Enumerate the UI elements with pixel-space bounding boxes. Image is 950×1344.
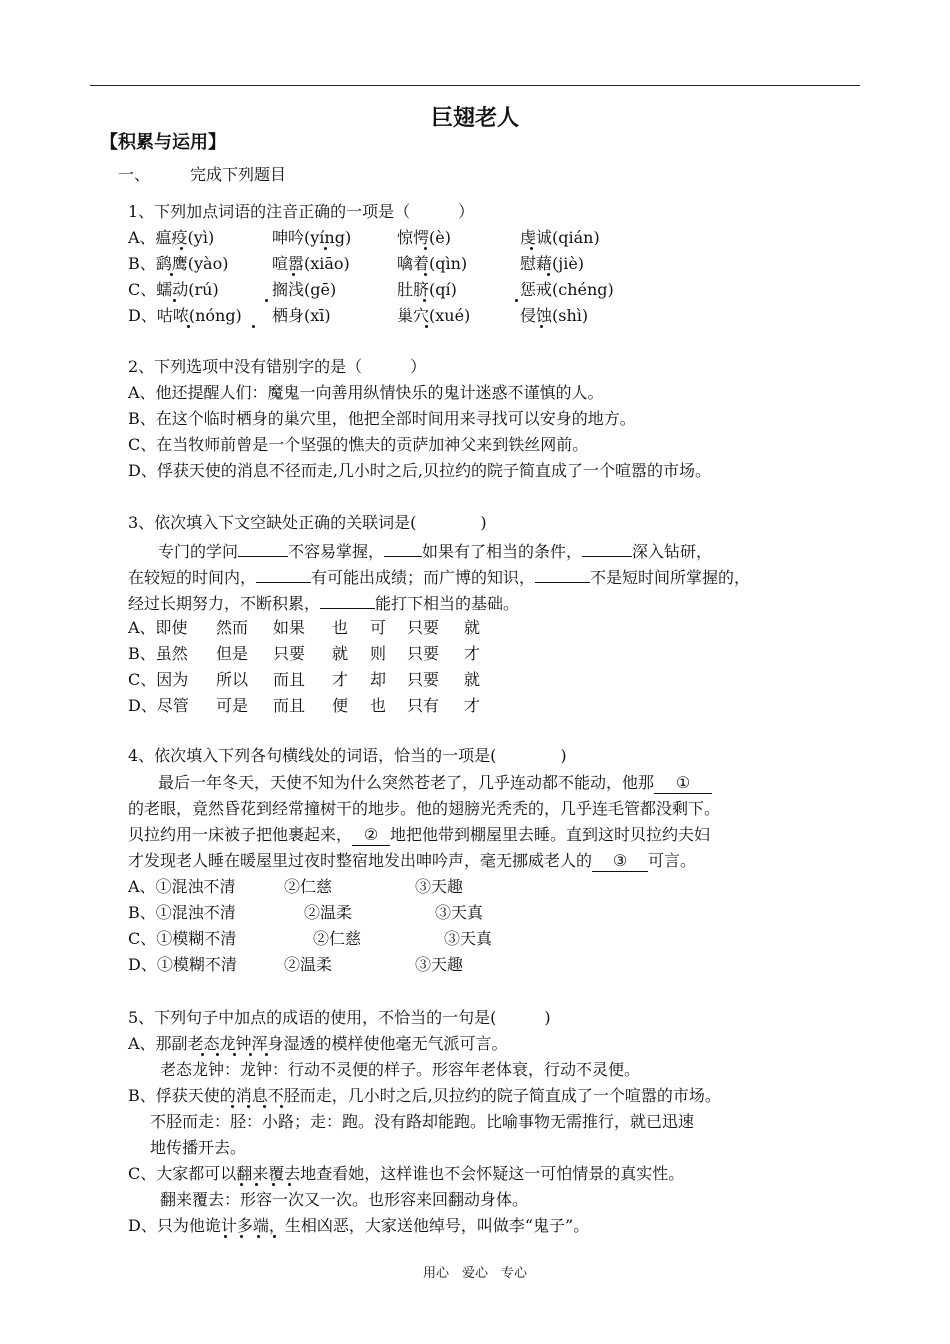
header-rule (90, 85, 860, 86)
emphasis-dot (216, 1053, 219, 1056)
q4-option-b-item-3: ③天真 (435, 903, 484, 922)
emphasis-dot (173, 299, 176, 302)
emphasis-dot (201, 1053, 204, 1056)
emphasis-dot (273, 1235, 276, 1238)
q3-option-c-word-3: 而且 (273, 670, 306, 689)
q1-option-c-word-4: 惩戒(chéng) (520, 280, 614, 299)
emphasis-dot (170, 273, 173, 276)
q4-passage-line-3: 贝拉约用一床被子把他裹起来， ② 地把他带到棚屋里去睡。直到这时贝拉约夫妇 (128, 825, 711, 844)
q3-passage-line-3: 经过长期努力，不断积累， 能打下相当的基础。 (128, 594, 520, 613)
q1-option-a-word-4: 虔诚(qián) (520, 228, 600, 247)
q5-note-c: 翻来覆去：形容一次又一次。也形容来回翻动身体。 (160, 1190, 529, 1209)
q4-option-a-item-3: ③天趣 (415, 877, 464, 896)
emphasis-dot (424, 273, 427, 276)
q4-option-d-item-3: ③天趣 (415, 955, 464, 974)
q3-option-b-word-2: 但是 (216, 644, 249, 663)
q3-option-a-word-6: 只要 (407, 618, 440, 637)
emphasis-dot (424, 247, 427, 250)
emphasis-dot (255, 1183, 258, 1186)
q4-passage-line-1: 最后一年冬天，天使不知为什么突然苍老了，几乎连动都不能动，他那 ① (158, 773, 712, 794)
q3-option-d-word-1: D、尽管 (128, 696, 189, 715)
q3-option-a-word-7: 就 (464, 618, 481, 637)
q3-option-b-word-5: 则 (370, 644, 387, 663)
q5-option-c: C、大家都可以翻来覆去地查看她，这样谁也不会怀疑这一可怕情景的真实性。 (128, 1164, 685, 1183)
part-heading: 完成下列题目 (190, 165, 287, 184)
q1-option-b-word-2: 喧嚣(xiāo) (272, 254, 350, 273)
q3-option-c-word-5: 却 (370, 670, 387, 689)
q5-option-b: B、俘获天使的消息不胫而走，几小时之后,贝拉约的院子简直成了一个喧嚣的市场。 (128, 1086, 721, 1105)
emphasis-dot (224, 1235, 227, 1238)
q4-option-b-item-2: ②温柔 (304, 903, 353, 922)
q5-note-b-1: 不胫而走：胫：小路；走：跑。没有路却能跑。比喻事物无需推行，就已迅速 (150, 1112, 695, 1131)
q5-stem: 5、下列句子中加点的成语的使用，不恰当的一句是( ) (128, 1008, 551, 1027)
emphasis-dot (252, 325, 255, 328)
q2-option-a: A、他还提醒人们：魔鬼一向善用纵情快乐的鬼计迷惑不谨慎的人。 (128, 383, 604, 402)
q4-option-c-item-1: C、①模糊不清 (128, 929, 237, 948)
q3-option-c-word-6: 只要 (407, 670, 440, 689)
q1-stem: 1、下列加点词语的注音正确的一项是（ ） (128, 202, 475, 221)
q3-option-a-word-1: A、即使 (128, 618, 188, 637)
emphasis-dot (280, 1105, 283, 1108)
q4-option-b-item-1: B、①混浊不清 (128, 903, 236, 922)
q3-option-c-word-7: 就 (464, 670, 481, 689)
emphasis-dot (540, 325, 543, 328)
q3-stem: 3、依次填入下文空缺处正确的关联词是( ) (128, 513, 487, 532)
emphasis-dot (257, 1235, 260, 1238)
page-title: 巨翅老人 (430, 106, 519, 131)
emphasis-dot (272, 1183, 275, 1186)
emphasis-dot (425, 325, 428, 328)
q3-option-d-word-5: 也 (370, 696, 387, 715)
q4-option-a-item-2: ②仁慈 (284, 877, 333, 896)
emphasis-dot (423, 299, 426, 302)
q3-option-c-word-4: 才 (332, 670, 349, 689)
q1-option-a-word-1: A、瘟疫(yì) (128, 228, 215, 247)
emphasis-dot (530, 247, 533, 250)
emphasis-dot (324, 247, 327, 250)
q4-option-d-item-1: D、①模糊不清 (128, 955, 237, 974)
emphasis-dot (265, 299, 268, 302)
blank-1: ① (654, 773, 712, 794)
q1-option-c-word-3: 肚脐(qí) (397, 280, 457, 299)
q3-option-c-word-1: C、因为 (128, 670, 189, 689)
q3-option-b-word-7: 才 (464, 644, 481, 663)
q4-stem: 4、依次填入下列各句横线处的词语，恰当的一项是( ) (128, 746, 567, 765)
q1-option-c-word-1: C、蠕动(rú) (128, 280, 219, 299)
q3-option-d-word-4: 便 (332, 696, 349, 715)
q5-option-a: A、那副老态龙钟浑身湿透的模样使他毫无气派可言。 (128, 1034, 508, 1053)
emphasis-dot (180, 247, 183, 250)
q2-stem: 2、下列选项中没有错别字的是（ ） (128, 357, 427, 376)
q4-passage-line-4: 才发现老人睡在暖屋里过夜时整宿地发出呻吟声，毫无挪威老人的 ③ 可言。 (128, 851, 697, 870)
q1-option-c-word-2: 搁浅(gē) (272, 280, 337, 299)
q4-option-d-item-2: ②温柔 (284, 955, 333, 974)
q4-option-a-item-1: A、①混浊不清 (128, 877, 236, 896)
q3-option-d-word-2: 可是 (216, 696, 249, 715)
emphasis-dot (265, 1053, 268, 1056)
footer: 用心 爱心 专心 (422, 1266, 527, 1281)
q1-option-d-word-4: 侵蚀(shì) (520, 306, 589, 325)
emphasis-dot (249, 1053, 252, 1056)
section-heading: 【积累与运用】 (100, 132, 226, 153)
q3-option-d-word-6: 只有 (407, 696, 440, 715)
q3-passage-line-1: 专门的学问 不容易掌握， 如果有了相当的条件， 深入钻研， (158, 542, 713, 561)
emphasis-dot (547, 273, 550, 276)
emphasis-dot (187, 325, 190, 328)
q1-option-d-word-2: 栖身(xī) (272, 306, 331, 325)
emphasis-dot (263, 1105, 266, 1108)
q1-option-a-word-2: 呻吟(yíng) (272, 228, 352, 247)
q3-passage-line-2: 在较短的时间内， 有可能出成绩；而广博的知识， 不是短时间所掌握的， (128, 568, 751, 587)
q4-passage-line-2: 的老眼，竟然昏花到经常撞树干的地步。他的翅膀光秃秃的，几乎连毛管都没剩下。 (128, 799, 721, 818)
emphasis-dot (292, 273, 295, 276)
emphasis-dot (247, 1105, 250, 1108)
q2-option-c: C、在当牧师前曾是一个坚强的憔夫的贡萨加神父来到铁丝网前。 (128, 435, 589, 454)
q5-note-b-2: 地传播开去。 (150, 1138, 247, 1157)
q5-option-d: D、只为他诡计多端，生相凶恶，大家送他绰号，叫做李“鬼子”。 (128, 1216, 590, 1235)
q3-option-a-word-3: 如果 (273, 618, 306, 637)
q2-option-b: B、在这个临时栖身的巢穴里，他把全部时间用来寻找可以安身的地方。 (128, 409, 636, 428)
emphasis-dot (231, 1105, 234, 1108)
q3-option-b-word-4: 就 (332, 644, 349, 663)
q3-option-b-word-6: 只要 (407, 644, 440, 663)
q1-option-b-word-4: 慰藉(jiè) (520, 254, 585, 273)
q1-option-b-word-1: B、鹞鹰(yào) (128, 254, 229, 273)
q1-option-b-word-3: 噙着(qìn) (397, 254, 468, 273)
q3-option-c-word-2: 所以 (216, 670, 249, 689)
blank-2: ② (352, 825, 390, 846)
emphasis-dot (240, 1183, 243, 1186)
q3-option-b-word-3: 只要 (273, 644, 306, 663)
q3-option-a-word-2: 然而 (216, 618, 249, 637)
q3-option-a-word-4: 也 (332, 618, 349, 637)
emphasis-dot (288, 1183, 291, 1186)
q2-option-d: D、俘获天使的消息不径而走,几小时之后,贝拉约的院子简直成了一个喧嚣的市场。 (128, 461, 712, 480)
q1-option-d-word-1: D、咕哝(nóng) (128, 306, 242, 325)
q3-option-d-word-3: 而且 (273, 696, 306, 715)
q1-option-a-word-3: 惊愕(è) (397, 228, 451, 247)
q3-option-a-word-5: 可 (370, 618, 387, 637)
q4-option-c-item-3: ③天真 (444, 929, 493, 948)
q5-note-a: 老态龙钟：龙钟：行动不灵便的样子。形容年老体衰，行动不灵便。 (160, 1060, 641, 1079)
emphasis-dot (515, 299, 518, 302)
blank-3: ③ (592, 851, 648, 872)
q1-option-d-word-3: 巢穴(xué) (397, 306, 471, 325)
part-number: 一、 (118, 165, 151, 184)
q3-option-d-word-7: 才 (464, 696, 481, 715)
q3-option-b-word-1: B、虽然 (128, 644, 188, 663)
q4-option-c-item-2: ②仁慈 (313, 929, 362, 948)
emphasis-dot (240, 1235, 243, 1238)
emphasis-dot (233, 1053, 236, 1056)
